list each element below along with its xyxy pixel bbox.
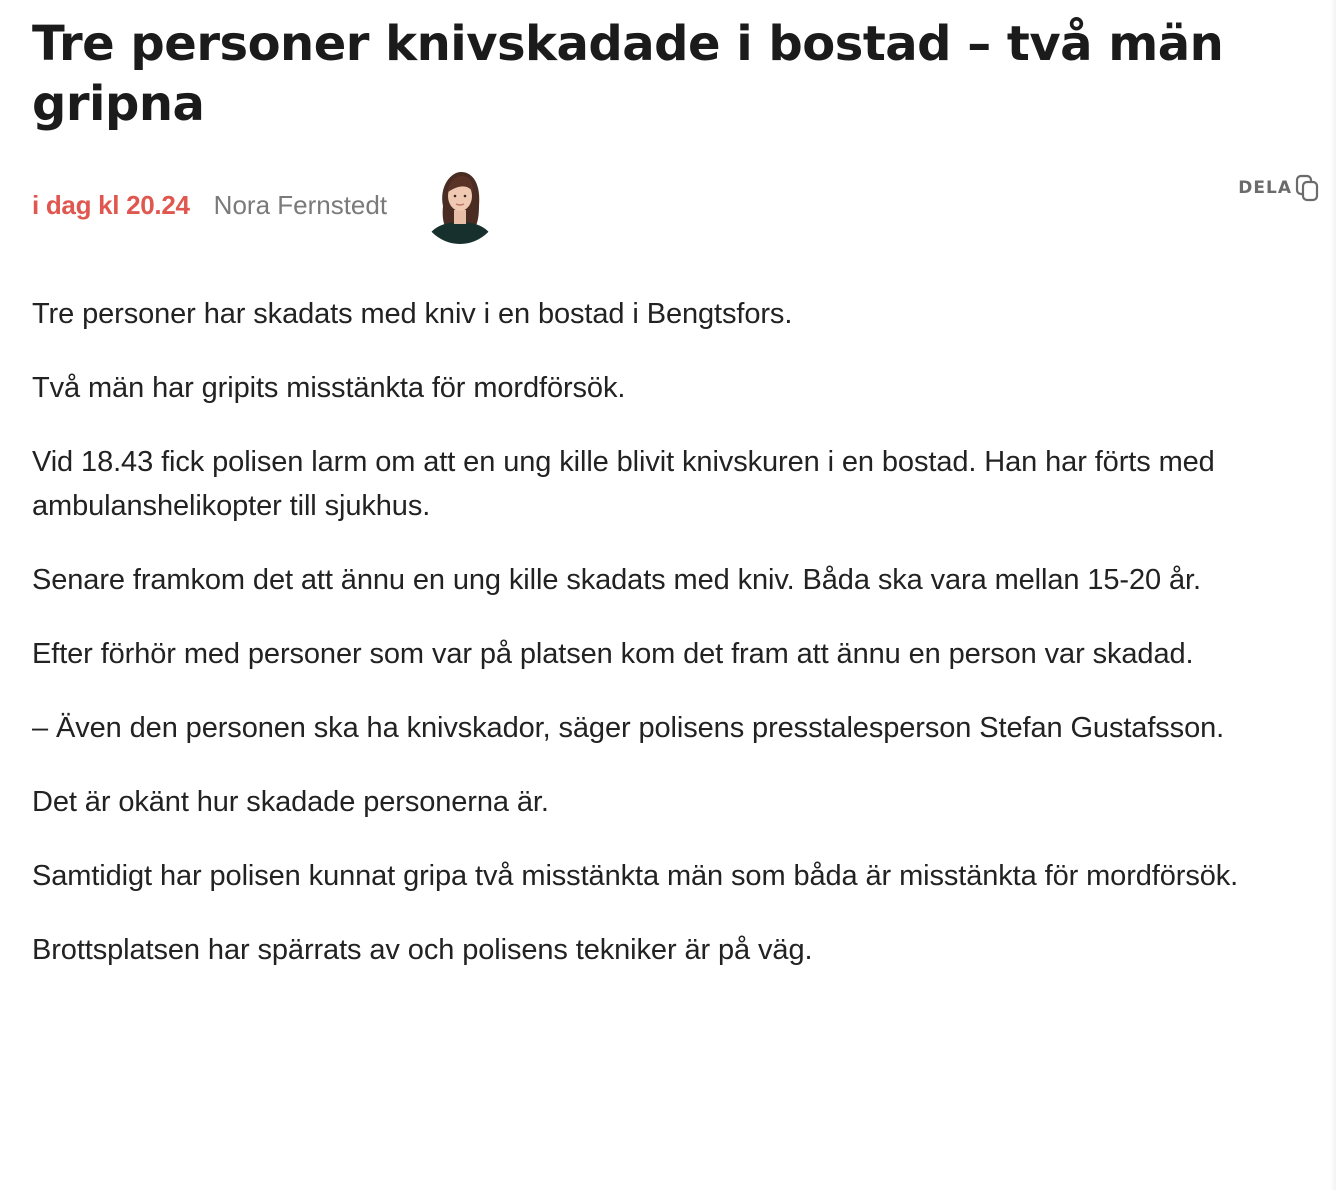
paragraph: Det är okänt hur skadade personerna är. (32, 786, 549, 818)
paragraph: Senare framkom det att ännu en ung kille skadats med kniv. Båda ska vara mellan 15-20 år. (32, 564, 1201, 596)
paragraph: Samtidigt har polisen kunnat gripa två misstänkta män som båda är misstänkta för mordförsök. (32, 860, 1239, 892)
publish-timestamp: i dag kl 20.24 (32, 189, 190, 220)
author-avatar[interactable] (421, 166, 499, 244)
scroll-edge (1330, 0, 1336, 1190)
paragraph: Brottsplatsen har spärrats av och polisens tekniker är på väg. (32, 934, 813, 966)
byline (32, 162, 499, 248)
share-button[interactable] (1238, 172, 1320, 204)
share-label: DELA (1238, 178, 1292, 198)
avatar-portrait-icon (421, 166, 499, 244)
author-name[interactable]: Nora Fernstedt (213, 189, 388, 220)
paragraph: Tre personer har skadats med kniv i en bostad i Bengtsfors. (32, 298, 793, 330)
paragraph: Vid 18.43 fick polisen larm om att en ung kille blivit knivskuren i en bostad. Han har förts med ambulanshelikopter till sjukhus. (32, 446, 1215, 522)
paragraph: Efter förhör med personer som var på platsen kom det fram att ännu en person var skadad. (32, 638, 1194, 670)
article-body (32, 292, 1272, 1002)
paragraph: Två män har gripits misstänkta för mordförsök. (32, 372, 626, 404)
paragraph: – Även den personen ska ha knivskador, säger polisens presstalesperson Stefan Gustafsson. (32, 712, 1225, 744)
headline: Tre personer knivskadade i bostad – två män gripna (32, 16, 1224, 132)
copy-icon (1294, 172, 1320, 204)
